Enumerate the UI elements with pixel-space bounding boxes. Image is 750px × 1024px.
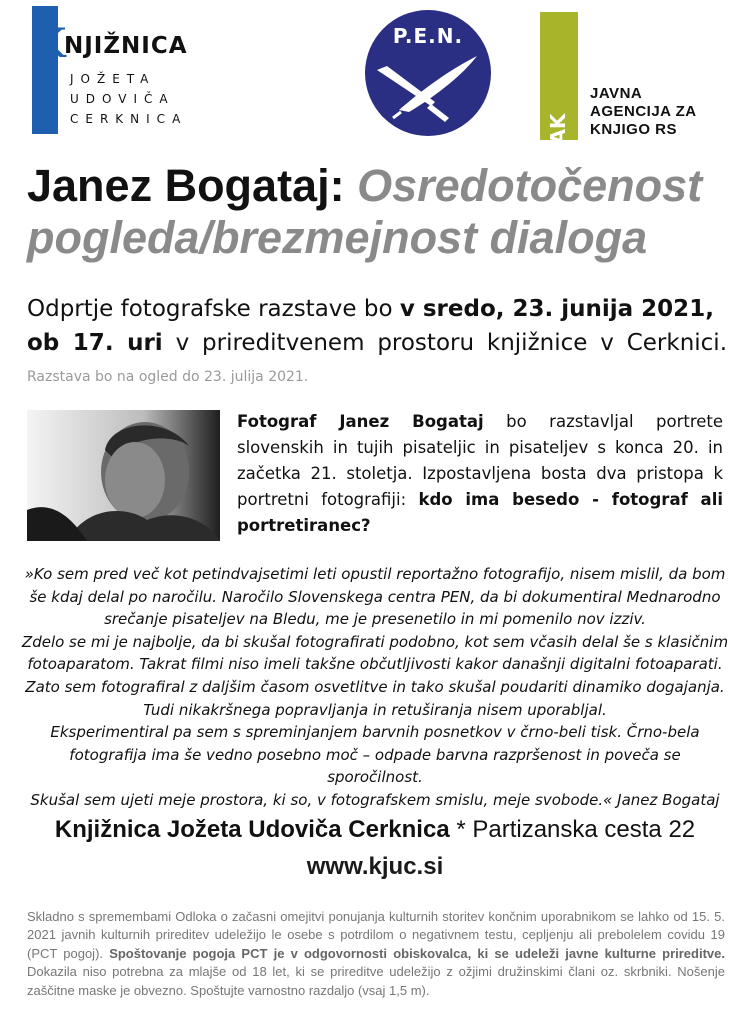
jak-logo-line: KNJIGO RS [590,121,678,138]
title-line1: Osredotočenost [357,160,703,211]
quote-line: Tudi nikakršnega popravljanja in retuširanja nisem uporabljal. [143,700,607,719]
library-logo-line: UDOVIČA [70,92,175,106]
exhibition-title [27,160,727,264]
pct-notice [27,908,725,1000]
jak-logo-line: JAVNA [590,85,643,102]
pen-logo [365,10,491,136]
announcement [27,292,727,360]
quote-line: še kdaj delal po naročilu. Naročilo Slovenskega centra PEN, da bi dokumentiral Mednarodno [29,587,721,606]
library-logo-initial: K [36,21,66,67]
notice-text: Skladno s spremembami Odloka o začasni omejitvi ponujanja kulturnih storitev končnim uporabnikom se lahko od 15. 5. 2021 javnih kulturnih prireditev udeležijo le osebe s potrdilom o negativnem testu, cepljenju ali prebolelem covidu 19 (PCT pogoj). [27,909,725,961]
pen-logo-text: P.E.N. [392,24,464,48]
jak-logo-line: AGENCIJA ZA [590,103,697,120]
artist-quote [20,563,730,812]
notice-text-2: Dokazila niso potrebna za mlajše od 18 let, ki se prireditve udeležijo z ožjimi družinskimi člani oz. skrbniki. Nošenje zaščitne maske je obvezno. Spoštujte varnostno razdaljo (vsaj 1,5 m). [27,964,725,998]
website-link[interactable]: www.kjuc.si [306,853,444,880]
quote-line: »Ko sem pred več kot petindvajsetimi leti opustil reportažno fotografijo, nisem mislil, da bom [24,565,726,583]
intro-photographer: Fotograf Janez Bogataj [237,412,484,431]
venue-address: * Partizanska cesta 22 [456,816,696,843]
intro-question: kdo ima besedo - fotograf ali portretiranec? [237,490,724,535]
announcement-time: ob 17. uri [27,330,163,356]
library-logo-line: JOŽETA [70,72,156,86]
quote-line: Zato sem fotografiral z daljšim časom osvetlitve in tako skušal poudariti dinamiko dogajanja. [25,677,725,696]
announcement-text: Odprtje fotografske razstave bo [27,296,393,322]
library-logo-line: CERKNICA [70,112,188,126]
announcement-date: v sredo, 23. junija 2021, [399,296,714,322]
title-line2: pogleda/brezmejnost dialoga [27,212,648,263]
quote-line: Skušal sem ujeti meje prostora, ki so, v fotografskem smislu, meje svobode.« Janez Bogataj [30,790,720,809]
venue-name: Knjižnica Jožeta Udoviča Cerknica [54,816,450,843]
library-logo-word: NJIŽNICA [64,33,188,59]
intro-paragraph [237,409,723,539]
title-author: Janez Bogataj: [27,160,345,211]
announcement-place: v prireditvenem prostoru knjižnice v Cerknici. [175,330,728,356]
intro-text: bo razstavljal portrete slovenskih in tujih pisateljic in pisateljev s konca 20. in začetka 21. stoletja. Izpostavljena bosta dva pristopa k portretni fotografiji: [237,412,724,509]
quote-line: srečanje pisateljev na Bledu, me je presenetilo in mi pomenilo nov izziv. [104,610,646,629]
quote-line: Eksperimentiral pa sem s spreminjanjem barvnih posnetkov v črno-beli tisk. Črno-bela [50,723,700,742]
venue [0,816,750,844]
quill-dagger-icon [365,10,491,136]
quote-line: fotoaparatom. Takrat filmi niso imeli takšne občutljivosti kakor današnji digitalni fotoaparati. [27,655,723,674]
quote-line: fotografija ima še vedno posebno moč – odpade barvna razpršenost in poveča se sporočilnost. [69,745,681,787]
library-logo [32,6,188,134]
portrait-photo [27,410,220,541]
exhibition-until: Razstava bo na ogled do 23. julija 2021. [27,369,309,385]
portrait-image [27,410,220,541]
jak-logo-short: JAK [546,113,570,152]
notice-bold: Spoštovanje pogoja PCT je v odgovornosti obiskovalca, ki se udeleži javne kulturne prireditve. [109,945,725,961]
quote-line: Zdelo se mi je najbolje, da bi skušal fotografirati podobno, kot sem včasih delal še s klasičnim [21,632,729,651]
jak-logo [540,12,710,152]
